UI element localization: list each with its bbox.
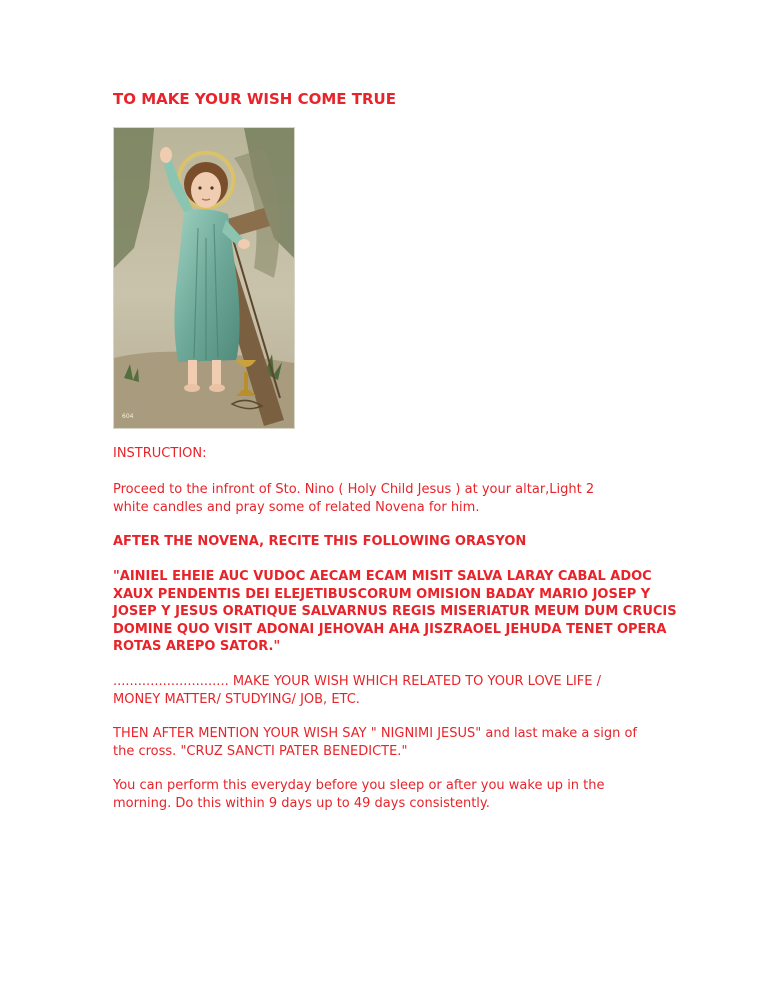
holy-child-illustration xyxy=(114,128,294,428)
orasyon-prayer xyxy=(113,568,677,656)
after-novena-heading: AFTER THE NOVENA, RECITE THIS FOLLOWING ORASYON xyxy=(113,534,527,549)
holy-child-picture xyxy=(113,127,295,429)
make-wish-line: ............................ MAKE YOUR WISH WHICH RELATED TO YOUR LOVE LIFE / xyxy=(113,674,601,689)
prayer-line: "AINIEL EHEIE AUC VUDOC AECAM ECAM MISIT SALVA LARAY CABAL ADOC xyxy=(113,569,652,584)
instruction-label: INSTRUCTION: xyxy=(113,446,207,461)
then-after-line: THEN AFTER MENTION YOUR WISH SAY " NIGNIMI JESUS" and last make a sign of xyxy=(113,726,638,741)
perform-paragraph xyxy=(113,777,658,812)
page-title: TO MAKE YOUR WISH COME TRUE xyxy=(113,90,396,108)
prayer-line: JOSEP Y JESUS ORATIQUE SALVARNUS REGIS MISERIATUR MEUM DUM CRUCIS xyxy=(113,604,677,619)
prayer-line: DOMINE QUO VISIT ADONAI JEHOVAH AHA JISZRAOEL JEHUDA TENET OPERA xyxy=(113,621,667,637)
proceed-line: white candles and pray some of related Novena for him. xyxy=(113,499,480,515)
perform-line: morning. Do this within 9 days up to 49 days consistently. xyxy=(113,795,490,811)
prayer-line: ROTAS AREPO SATOR." xyxy=(113,639,281,654)
proceed-line: Proceed to the infront of Sto. Nino ( Holy Child Jesus ) at your altar,Light 2 xyxy=(113,482,595,497)
then-after-line: the cross. "CRUZ SANCTI PATER BENEDICTE." xyxy=(113,743,408,759)
then-after-paragraph xyxy=(113,725,658,760)
prayer-line: XAUX PENDENTIS DEI ELEJETIBUSCORUM OMISION BADAY MARIO JOSEP Y xyxy=(113,586,651,602)
make-wish-paragraph xyxy=(113,673,658,708)
make-wish-line: MONEY MATTER/ STUDYING/ JOB, ETC. xyxy=(113,691,360,707)
perform-line: You can perform this everyday before you sleep or after you wake up in the xyxy=(113,778,605,793)
proceed-paragraph xyxy=(113,481,658,516)
picture-corner-mark: 604 xyxy=(122,413,134,420)
